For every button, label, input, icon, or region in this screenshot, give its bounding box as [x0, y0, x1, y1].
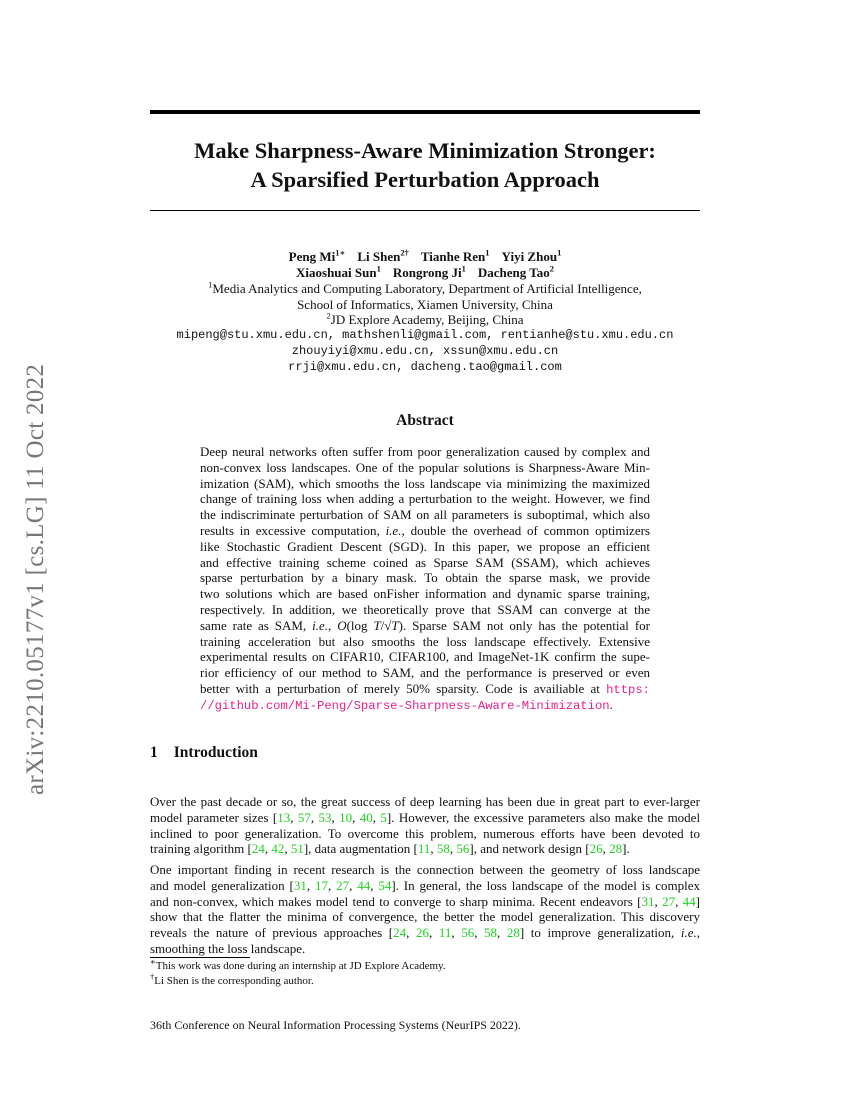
affiliations — [130, 281, 720, 375]
text-run: reveals the nature of previous approaches [ — [150, 925, 394, 941]
author-row-2 — [130, 265, 720, 281]
italic-text: i.e. — [680, 925, 697, 941]
text-run: , — [654, 893, 663, 909]
author-name: Peng $Mi^{1∗}$ — [288, 247, 346, 264]
text-line — [200, 444, 650, 460]
text-line — [150, 909, 700, 925]
citation-link[interactable]: 51 — [290, 841, 304, 857]
text-line — [150, 894, 700, 910]
text-run: , — [310, 809, 319, 825]
text-line — [200, 460, 650, 476]
text-run: training acceleration but also smooths the loss landscape effectively. Extensive — [200, 633, 650, 649]
citation-link[interactable]: 54 — [378, 877, 392, 893]
text-run: same rate as SAM, — [200, 617, 313, 633]
text-line — [150, 941, 700, 957]
text-run: , — [497, 925, 507, 941]
text-run: ] — [695, 893, 701, 909]
text-line — [200, 634, 650, 650]
text-run: ], data augmentation [ — [303, 841, 418, 857]
intro-paragraph-1 — [150, 794, 700, 857]
text-line — [200, 555, 650, 571]
citation-link[interactable]: 42 — [271, 841, 285, 857]
text-line — [200, 523, 650, 539]
text-run: and model generalization [ — [150, 877, 294, 893]
citation-link[interactable]: 56 — [456, 841, 470, 857]
citation-link[interactable]: 58 — [436, 841, 450, 857]
author-name: Dacheng Tao$^2$ — [477, 263, 554, 280]
text-run: change of training loss when adding a perturbation to the weight. However, we find — [200, 491, 650, 507]
text-line — [200, 476, 650, 492]
citation-link[interactable]: 26 — [589, 841, 603, 857]
text-run: ]. In general, the loss landscape of the model is complex — [391, 877, 700, 893]
text-line — [200, 491, 650, 507]
email-line: zhouyiyi@xmu.edu.cn, xssun@xmu.edu.cn — [291, 343, 559, 358]
text-run: non-convex loss landscapes. One of the popular solutions is Sharpness-Aware Min- — [200, 459, 650, 475]
text-run: , — [352, 809, 360, 825]
text-run: , double the overhead of common optimizers — [401, 522, 650, 538]
text-run: and effective training scheme coined as Sparse SAM (SSAM), which achieves — [200, 554, 650, 570]
text-line — [200, 586, 650, 602]
text-run: respectively. In addition, we theoretically prove that SSAM can converge at the — [200, 601, 650, 617]
intro-paragraph-2 — [150, 862, 700, 957]
text-line — [150, 862, 700, 878]
text-line — [150, 878, 700, 894]
author-name: Rongrong Ji$^1$ — [392, 263, 466, 280]
text-run: , — [327, 877, 337, 893]
text-run: . — [609, 696, 613, 712]
text-run: , — [290, 809, 298, 825]
italic-text: O — [337, 617, 347, 633]
text-run: , — [328, 617, 338, 633]
text-run: , — [306, 877, 315, 893]
footnote-rule — [150, 957, 250, 958]
arxiv-identifier: arXiv:2210.05177v1 [cs.LG] 11 Oct 2022 — [22, 363, 49, 795]
text-line — [200, 570, 650, 586]
citation-link[interactable]: 28 — [609, 841, 623, 857]
text-run: show that the flatter the minima of convergence, the better the model generalization. This discovery — [150, 909, 700, 925]
text-run: (log — [346, 617, 374, 633]
citation-link[interactable]: 44 — [682, 893, 696, 909]
citation-link[interactable]: 27 — [662, 893, 676, 909]
citation-link[interactable]: 28 — [506, 925, 520, 941]
text-line — [150, 794, 700, 810]
citation-link[interactable]: 44 — [357, 877, 371, 893]
text-line — [150, 841, 700, 857]
text-run: model parameter sizes [ — [150, 809, 278, 825]
url-link[interactable]: //github.com/Mi-Peng/Sparse-Sharpness-Aware-Minimization — [200, 698, 610, 713]
text-run: , — [602, 841, 610, 857]
section-number: 1 — [150, 744, 158, 761]
text-run: ]. However, the excessive parameters also make the model — [386, 809, 701, 825]
citation-link[interactable]: 11 — [417, 841, 431, 857]
text-line — [150, 826, 700, 842]
section-title: Introduction — [173, 744, 258, 761]
text-run: and non-convex, which makes model tend to converge to sharp minima. Recent endeavors [ — [150, 893, 642, 909]
section-heading-introduction — [150, 744, 258, 762]
text-run: ] to improve generalization, — [519, 925, 681, 941]
italic-text: i.e. — [312, 617, 329, 633]
title-top-rule — [150, 110, 700, 114]
citation-link[interactable]: 17 — [314, 877, 328, 893]
text-run: results in excessive computation, — [200, 522, 386, 538]
text-line — [200, 539, 650, 555]
author-name: Xiaoshuai Sun$^1$ — [296, 263, 381, 280]
citation-link[interactable]: 57 — [297, 809, 311, 825]
author-row-1 — [130, 249, 720, 265]
citation-link[interactable]: 56 — [461, 925, 475, 941]
citation-link[interactable]: 11 — [438, 925, 452, 941]
conference-note: 36th Conference on Neural Information Processing Systems (NeurIPS 2022). — [150, 1018, 521, 1032]
email-line: rrji@xmu.edu.cn, dacheng.tao@gmail.com — [288, 359, 562, 374]
citation-link[interactable]: 31 — [641, 893, 655, 909]
paper-title — [150, 136, 700, 194]
text-run: ). Sparse SAM not only has the potential for — [398, 617, 650, 633]
text-run: experimental results on CIFAR10, CIFAR100, and ImageNet-1K confirm the supe- — [200, 649, 650, 665]
url-link[interactable]: https: — [606, 682, 650, 697]
text-run: better with a perturbation of merely 50% sparsity. Code is availiable at — [200, 680, 607, 696]
citation-link[interactable]: 31 — [293, 877, 307, 893]
text-run: , — [675, 893, 683, 909]
abstract-heading: Abstract — [396, 412, 454, 429]
text-run: , — [696, 925, 701, 941]
author-name: Tianhe Ren$^1$ — [420, 247, 490, 264]
text-run: , — [284, 841, 291, 857]
italic-text: i.e. — [385, 522, 402, 538]
citation-link[interactable]: 53 — [318, 809, 332, 825]
text-run: ]. — [622, 841, 630, 857]
text-run: , — [474, 925, 485, 941]
text-run: smoothing the loss landscape. — [150, 940, 306, 956]
author-name: Yiyi Zhou$^1$ — [501, 247, 562, 264]
citation-link[interactable]: 27 — [336, 877, 350, 893]
text-run: , — [331, 809, 340, 825]
text-line — [150, 810, 700, 826]
text-run: , — [406, 925, 416, 941]
citation-link[interactable]: 5 — [380, 809, 387, 825]
citation-link[interactable]: 24 — [251, 841, 265, 857]
title-line-2: A Sparsified Perturbation Approach — [250, 167, 600, 192]
text-run: , — [372, 809, 381, 825]
text-run: rior efficiency of our method to SAM, and the performance is preserved or even — [200, 665, 650, 681]
text-run: Over the past decade or so, the great success of deep learning has been due in great part to ever-larger — [150, 794, 700, 809]
italic-text: T — [373, 617, 381, 633]
text-run: One important finding in recent research is the connection between the geometry of loss landscape — [150, 862, 700, 877]
text-line — [200, 697, 650, 713]
text-run: inclined to poor generalization. To overcome this problem, numerous efforts have been devoted to — [150, 825, 700, 841]
citation-link[interactable]: 58 — [484, 925, 498, 941]
affiliation-line: School of Informatics, Xiamen University, China — [297, 296, 553, 312]
citation-link[interactable]: 13 — [277, 809, 291, 825]
text-run: , — [449, 841, 457, 857]
text-run: two solutions which are based onFisher information and dynamic sparse training, — [200, 586, 650, 602]
text-run: imization (SAM), which smooths the loss landscape via minimizing the maximized — [200, 475, 650, 491]
citation-link[interactable]: 40 — [359, 809, 373, 825]
text-line — [200, 681, 650, 697]
text-run: , — [451, 925, 462, 941]
text-run: , — [349, 877, 358, 893]
title-bottom-rule — [150, 210, 700, 211]
text-line — [200, 665, 650, 681]
text-run: training algorithm [ — [150, 841, 252, 857]
abstract-body — [200, 444, 650, 713]
affiliation-line: $^2$JD Explore Academy, Beijing, China — [326, 311, 524, 328]
text-line — [200, 507, 650, 523]
text-run: ], and network design [ — [469, 841, 590, 857]
text-run: the indiscriminate perturbation of SAM on all parameters is suboptimal, which also — [200, 507, 650, 523]
citation-link[interactable]: 24 — [393, 925, 407, 941]
text-run: , — [370, 877, 379, 893]
text-run: Deep neural networks often suffer from poor generalization caused by complex and — [200, 444, 650, 459]
footnote-1: ∗This work was done during an internship at JD Explore Academy. — [150, 956, 446, 972]
text-run: , — [428, 925, 439, 941]
text-run: sparse perturbation by a binary mask. To obtain the sparse mask, we provide — [200, 570, 650, 586]
title-line-1: Make Sharpness-Aware Minimization Stronger: — [194, 138, 656, 163]
text-run: /√ — [380, 617, 392, 633]
footnote-2: †Li Shen is the corresponding author. — [150, 971, 314, 987]
text-run: like Stochastic Gradient Descent (SGD). In this paper, we propose an efficient — [200, 538, 650, 554]
text-line — [150, 925, 700, 941]
text-run: , — [264, 841, 272, 857]
email-line: mipeng@stu.xmu.edu.cn, mathshenli@gmail.com, rentianhe@stu.xmu.edu.cn — [176, 328, 674, 343]
italic-text: T — [391, 617, 399, 633]
author-name: Li Shen$^{2\dagger}$ — [357, 247, 409, 264]
text-run: , — [430, 841, 437, 857]
text-line — [200, 649, 650, 665]
citation-link[interactable]: 26 — [415, 925, 429, 941]
text-line — [200, 618, 650, 634]
citation-link[interactable]: 10 — [339, 809, 353, 825]
affiliation-line: $^1$Media Analytics and Computing Laboratory, Department of Artificial Intelligence, — [208, 279, 642, 296]
text-line — [200, 602, 650, 618]
